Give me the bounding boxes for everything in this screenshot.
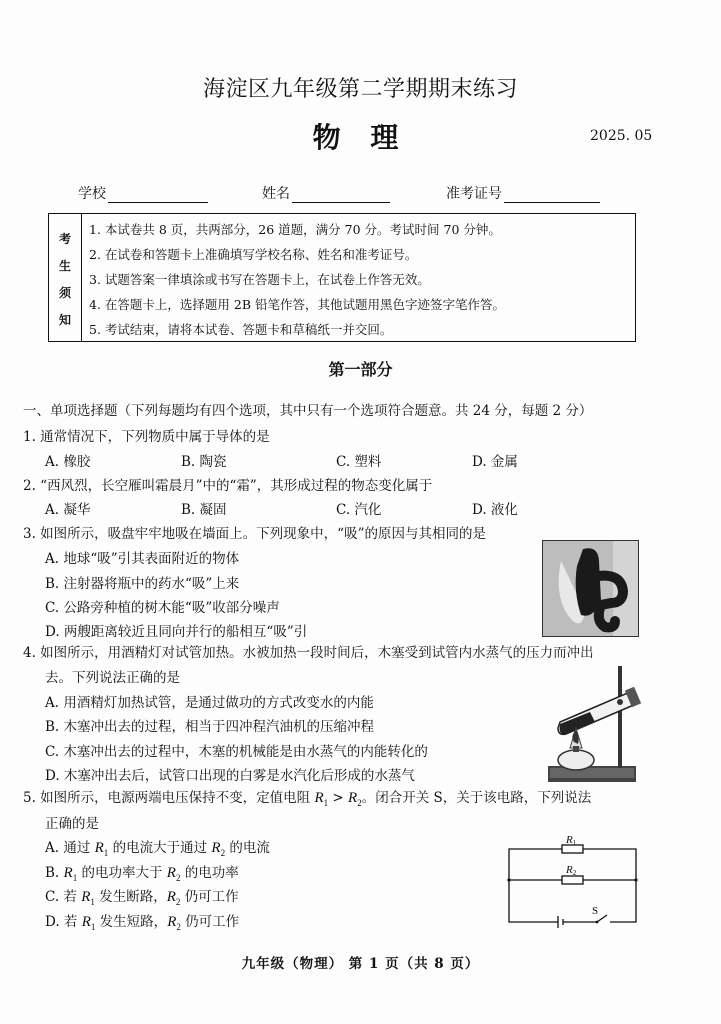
test-tube-heating-icon bbox=[540, 662, 660, 786]
r1-symbol bbox=[82, 914, 96, 930]
question-4-option-d[interactable]: D. 木塞冲出去后，试管口出现的白雾是水汽化后形成的水蒸气 bbox=[45, 768, 415, 784]
option-text: 的电流大于通过 bbox=[108, 840, 212, 856]
school-label: 学校 bbox=[78, 186, 106, 202]
r1-letter: R bbox=[94, 840, 104, 856]
exam-title: 海淀区九年级第二学期期末练习 bbox=[202, 77, 518, 102]
question-5-stem-part: 。闭合开关 S，关于该电路，下列说法 bbox=[361, 790, 592, 806]
question-5-stem bbox=[23, 786, 591, 808]
r2-subscript: 2 bbox=[175, 897, 181, 907]
school-blank[interactable] bbox=[108, 188, 208, 203]
exam-id-field[interactable] bbox=[446, 183, 600, 203]
parallel-circuit-icon bbox=[500, 836, 650, 928]
question-2-option-d[interactable]: D. 液化 bbox=[472, 502, 518, 518]
suction-cup-photo bbox=[542, 540, 639, 637]
question-1-option-b[interactable]: B. 陶瓷 bbox=[181, 454, 227, 470]
question-5-option-a[interactable] bbox=[45, 836, 270, 858]
notice-item: 4. 在答题卡上，选择题用 2B 铅笔作答，其他试题用黑色字迹签字笔作答。 bbox=[89, 297, 505, 312]
option-text: 仍可工作 bbox=[180, 914, 240, 930]
part-title: 第一部分 bbox=[328, 360, 393, 379]
question-1-option-d[interactable]: D. 金属 bbox=[472, 454, 518, 470]
r2-symbol bbox=[167, 914, 181, 930]
notice-box bbox=[48, 213, 636, 342]
question-4-option-c[interactable]: C. 木塞冲出去的过程中，木塞的机械能是由水蒸气的内能转化的 bbox=[45, 744, 428, 760]
question-4-option-b[interactable]: B. 木塞冲出去的过程，相当于四冲程汽油机的压缩冲程 bbox=[45, 719, 375, 735]
question-3-option-a[interactable]: A. 地球“吸”引其表面附近的物体 bbox=[45, 551, 240, 567]
school-field[interactable] bbox=[78, 183, 208, 203]
r2-letter: R bbox=[348, 790, 358, 806]
r1-subscript: 1 bbox=[72, 873, 78, 883]
r2-subscript: 2 bbox=[175, 873, 181, 883]
question-4-stem-cont: 去。下列说法正确的是 bbox=[45, 670, 180, 686]
r2-letter: R bbox=[167, 914, 177, 930]
r1-subscript: 1 bbox=[90, 897, 95, 907]
r1-symbol bbox=[314, 790, 328, 806]
alcohol-lamp-apparatus-figure bbox=[540, 662, 660, 786]
question-2-option-c[interactable]: C. 汽化 bbox=[336, 502, 382, 518]
circuit-r2-label: R2 bbox=[566, 864, 577, 877]
question-5-option-b[interactable] bbox=[45, 861, 239, 883]
notice-side-char: 知 bbox=[59, 313, 72, 327]
notice-side-char: 生 bbox=[59, 259, 72, 273]
exam-date: 2025. 05 bbox=[590, 128, 653, 144]
question-3-option-c[interactable]: C. 公路旁种植的树木能“吸”收部分噪声 bbox=[45, 600, 280, 616]
option-text: C. 若 bbox=[45, 889, 82, 905]
notice-side-char: 考 bbox=[59, 232, 72, 246]
question-1-option-c[interactable]: C. 塑料 bbox=[336, 454, 382, 470]
question-5-stem-part: 5. 如图所示，电源两端电压保持不变，定值电阻 bbox=[23, 790, 315, 806]
option-text: 的电流 bbox=[225, 840, 270, 856]
circuit-switch-label: S bbox=[592, 905, 599, 917]
question-2-option-b[interactable]: B. 凝固 bbox=[181, 502, 227, 518]
r2-symbol bbox=[211, 840, 225, 856]
subject-title: 物 理 bbox=[312, 121, 409, 154]
notice-item: 1. 本试卷共 8 页，共两部分，26 道题，满分 70 分。考试时间 70 分钟。 bbox=[89, 222, 501, 237]
notice-item: 2. 在试卷和答题卡上准确填写学校名称、姓名和准考证号。 bbox=[89, 247, 418, 262]
question-2-stem: 2. “西风烈，长空雁叫霜晨月”中的“霜”，其形成过程的物态变化属于 bbox=[23, 478, 433, 494]
question-5-option-d[interactable] bbox=[45, 910, 239, 932]
r1-letter: R bbox=[314, 790, 324, 806]
question-4-option-a[interactable]: A. 用酒精灯加热试管，是通过做功的方式改变水的内能 bbox=[45, 695, 374, 711]
r1-letter: R bbox=[81, 914, 91, 930]
question-3-option-b[interactable]: B. 注射器将瓶中的药水“吸”上来 bbox=[45, 576, 240, 592]
question-4-stem: 4. 如图所示，用酒精灯对试管加热。水被加热一段时间后，木塞受到试管内水蒸气的压力而冲出 bbox=[23, 645, 594, 661]
r1-letter: R bbox=[81, 889, 91, 905]
r2-symbol bbox=[348, 790, 362, 806]
question-1-option-a[interactable]: A. 橡胶 bbox=[45, 454, 91, 470]
circuit-r1-label: R1 bbox=[566, 836, 577, 847]
question-3-option-d[interactable]: D. 两艘距离较近且同向并行的船相互“吸”引 bbox=[45, 624, 308, 640]
r1-subscript: 1 bbox=[103, 848, 109, 858]
option-text: 发生短路， bbox=[95, 914, 168, 930]
question-3-stem: 3. 如图所示，吸盘牢牢地吸在墙面上。下列现象中，“吸”的原因与其相同的是 bbox=[23, 526, 486, 542]
r1-subscript: 1 bbox=[90, 922, 96, 932]
exam-id-label: 准考证号 bbox=[446, 186, 502, 202]
option-text: 仍可工作 bbox=[180, 889, 239, 905]
r1-subscript: 1 bbox=[323, 798, 329, 808]
r2-letter: R bbox=[166, 865, 176, 881]
option-text: 的电功率大于 bbox=[77, 865, 167, 881]
r1-letter: R bbox=[63, 865, 73, 881]
option-text: 的电功率 bbox=[180, 865, 239, 881]
page-footer: 九年级（物理） 第 1 页（共 8 页） bbox=[241, 956, 480, 972]
question-1-stem: 1. 通常情况下，下列物质中属于导体的是 bbox=[23, 429, 270, 445]
r2-symbol bbox=[167, 889, 181, 905]
r2-subscript: 2 bbox=[220, 848, 226, 858]
notice-side-label bbox=[49, 214, 82, 341]
question-5-stem-cont: 正确的是 bbox=[45, 816, 99, 832]
r2-subscript: 2 bbox=[357, 798, 362, 808]
name-label: 姓名 bbox=[262, 186, 290, 202]
notice-side-char: 须 bbox=[59, 286, 72, 300]
r1-symbol bbox=[64, 865, 78, 881]
r2-letter: R bbox=[166, 889, 176, 905]
r2-symbol bbox=[167, 865, 181, 881]
section-heading: 一、单项选择题（下列每题均有四个选项，其中只有一个选项符合题意。共 24 分，每题 2 分） bbox=[23, 403, 593, 419]
r2-letter: R bbox=[211, 840, 221, 856]
name-field[interactable] bbox=[262, 183, 390, 203]
question-5-option-c[interactable] bbox=[45, 885, 239, 907]
r1-symbol bbox=[81, 889, 95, 905]
circuit-diagram bbox=[500, 836, 650, 928]
question-2-option-a[interactable]: A. 凝华 bbox=[45, 502, 91, 518]
name-blank[interactable] bbox=[292, 188, 390, 203]
exam-id-blank[interactable] bbox=[504, 188, 600, 203]
r2-subscript: 2 bbox=[176, 922, 181, 932]
notice-item: 3. 试题答案一律填涂或书写在答题卡上，在试卷上作答无效。 bbox=[89, 272, 430, 287]
option-text: B. bbox=[45, 865, 64, 881]
option-text: D. 若 bbox=[45, 914, 82, 930]
option-text: 发生断路， bbox=[94, 889, 167, 905]
notice-item: 5. 考试结束，请将本试卷、答题卡和草稿纸一并交回。 bbox=[89, 322, 393, 337]
r1-symbol bbox=[95, 840, 109, 856]
option-text: A. 通过 bbox=[45, 840, 95, 856]
greater-than-sign: > bbox=[328, 790, 349, 806]
suction-cup-hook-icon bbox=[543, 541, 639, 637]
